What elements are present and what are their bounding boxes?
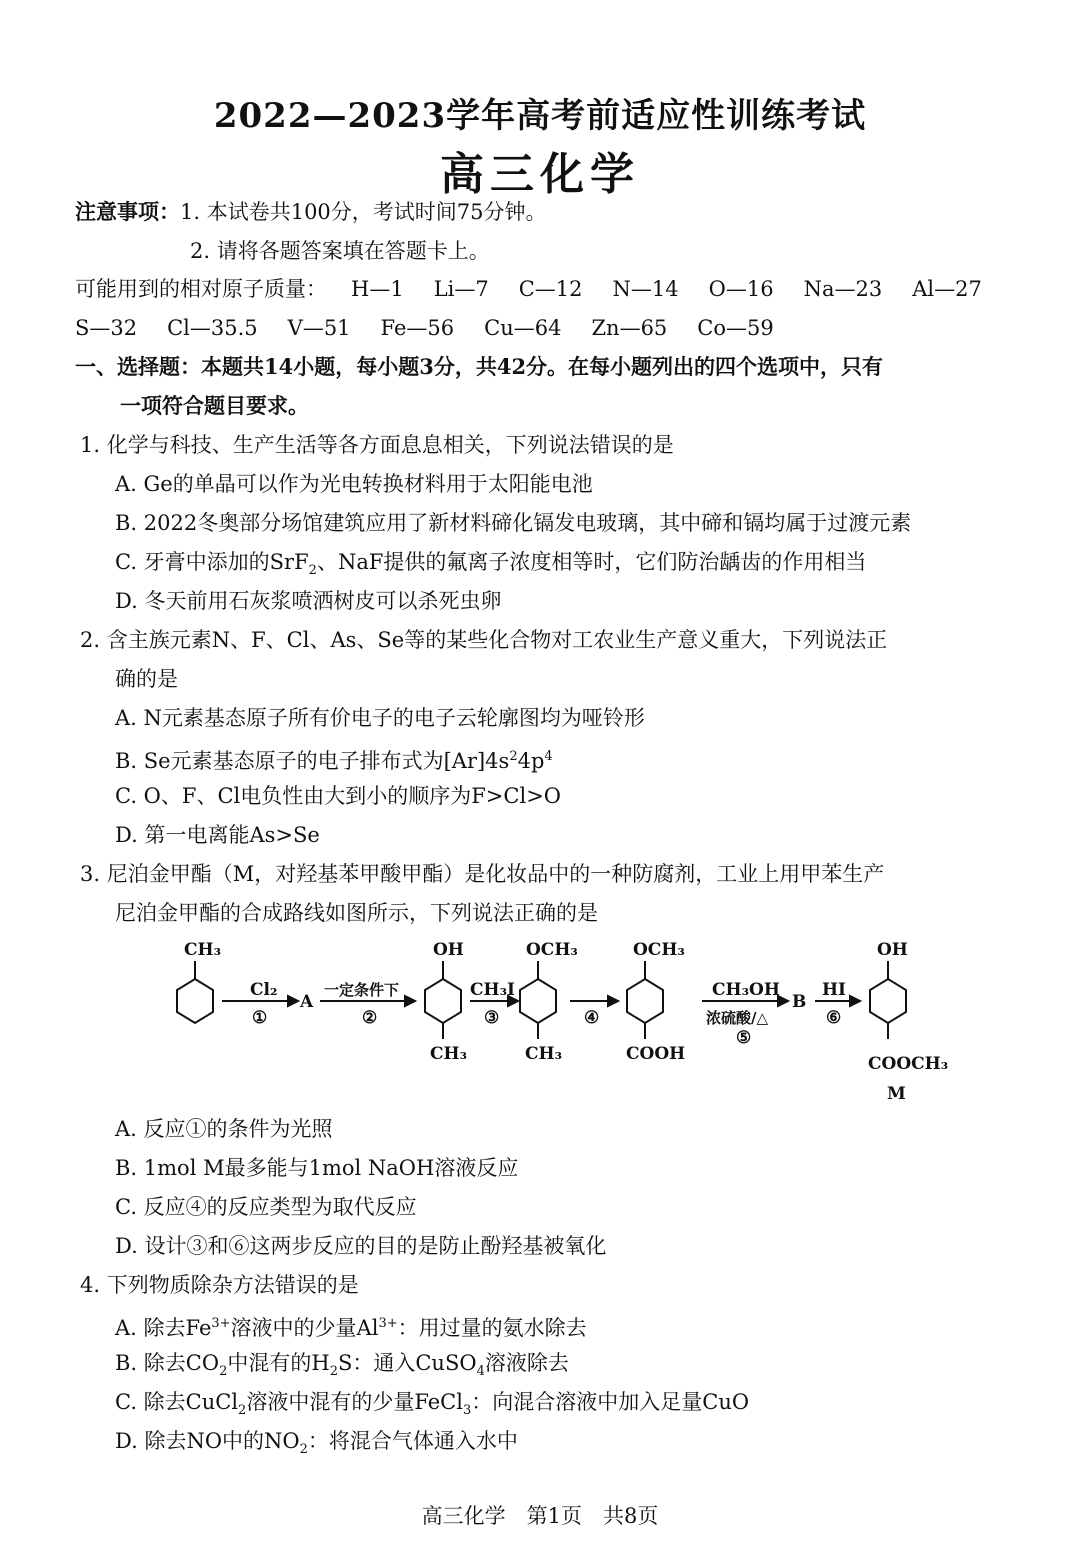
subject-title: 高三化学 (440, 149, 640, 200)
exam-title: 2022—2023学年高考前适应性训练考试 (213, 96, 867, 136)
step-4-label: ④ (584, 1008, 600, 1028)
mass-item: Li—7 (433, 277, 489, 301)
q1-option-c: C. 牙膏中添加的SrF$_2$、NaF提供的氟离子浓度相等时，它们防治龋齿的作用相当 (115, 550, 867, 579)
och3-label: OCH₃ (526, 940, 578, 960)
ch3-label: CH₃ (525, 1044, 563, 1064)
benzene-ring (177, 979, 213, 1023)
ch3-label: CH₃ (430, 1044, 468, 1064)
q4-option-b: B. 除去$CO_2$中混有的$H_2S$：通入CuSO$_4$溶液除去 (115, 1351, 569, 1380)
notes-item-2: 2. 请将各题答案填在答题卡上。 (190, 239, 490, 263)
q2-option-c: C. O、F、Cl电负性由大到小的顺序为F>Cl>O (115, 784, 562, 808)
mass-item: C—12 (518, 277, 583, 301)
benzene-ring (870, 979, 906, 1023)
q3-option-d: D. 设计③和⑥这两步反应的目的是防止酚羟基被氧化 (115, 1234, 607, 1258)
q1-option-a: A. Ge的单晶可以作为光电转换材料用于太阳能电池 (115, 472, 593, 496)
mass-item: Zn—65 (591, 316, 668, 340)
q1-option-d: D. 冬天前用石灰浆喷洒树皮可以杀死虫卵 (115, 589, 502, 613)
notes-label: 注意事项： (75, 199, 180, 224)
benzene-ring (520, 979, 556, 1023)
intermediate-b-label: B (792, 992, 807, 1012)
synthesis-route-scheme (150, 935, 970, 1105)
mass-item: Co—59 (697, 316, 774, 340)
mass-item: N—14 (612, 277, 679, 301)
step-5-label: ⑤ (736, 1028, 752, 1048)
q4-option-d: D. 除去NO中的$NO_2$：将混合气体通入水中 (115, 1429, 518, 1458)
q3-option-c: C. 反应④的反应类型为取代反应 (115, 1195, 417, 1219)
ch3i-label: CH₃I (470, 980, 515, 1000)
page-footer: 高三化学 第1页 共8页 (421, 1504, 659, 1528)
mass-item: Cl—35.5 (167, 316, 258, 340)
mass-item: Al—27 (912, 277, 982, 301)
oh-label: OH (877, 940, 908, 960)
hi-label: HI (822, 980, 847, 1000)
section-heading-2: 一项符合题目要求。 (120, 393, 309, 418)
atomic-mass-row-1 (75, 274, 982, 304)
mass-item: O—16 (708, 277, 774, 301)
mass-item: Cu—64 (484, 316, 562, 340)
q3-stem-1: 3. 尼泊金甲酯（M，对羟基苯甲酸甲酯）是化妆品中的一种防腐剂，工业上用甲苯生产 (80, 862, 885, 886)
q1-option-b: B. 2022冬奥部分场馆建筑应用了新材料碲化镉发电玻璃，其中碲和镉均属于过渡元素 (115, 511, 912, 535)
step-2-label: ② (362, 1008, 378, 1028)
section-heading-1: 一、选择题：本题共14小题，每小题3分，共42分。在每小题列出的四个选项中，只有 (75, 354, 884, 379)
q2-stem-1: 2. 含主族元素N、F、Cl、As、Se等的某些化合物对工农业生产意义重大，下列说法正 (80, 628, 888, 652)
notes-item-1: 1. 本试卷共100分，考试时间75分钟。 (180, 200, 547, 224)
ch3oh-label: CH₃OH (712, 980, 780, 1000)
mass-item: V—51 (287, 316, 351, 340)
condition-2-label: 一定条件下 (324, 981, 400, 999)
q4-stem: 4. 下列物质除杂方法错误的是 (80, 1273, 359, 1297)
cooch3-label: COOCH₃ (868, 1054, 949, 1074)
mass-item: Na—23 (803, 277, 883, 301)
mass-item: S—32 (75, 316, 138, 340)
q2-option-b: B. Se元素基态原子的电子排布式为$[Ar]4s^24p^4$ (115, 749, 553, 773)
step-3-label: ③ (484, 1008, 500, 1028)
atomic-mass-row-2 (75, 313, 774, 343)
q3-stem-2: 尼泊金甲酯的合成路线如图所示，下列说法正确的是 (115, 901, 598, 925)
cooh-label: COOH (626, 1044, 686, 1064)
benzene-ring (627, 979, 663, 1023)
q2-option-a: A. N元素基态原子所有价电子的电子云轮廓图均为哑铃形 (115, 706, 645, 730)
product-m-label: M (887, 1084, 906, 1104)
cl2-label: Cl₂ (250, 980, 278, 1000)
step-6-label: ⑥ (826, 1008, 842, 1028)
intermediate-a-label: A (300, 992, 314, 1012)
benzene-ring (425, 979, 461, 1023)
q3-option-b: B. 1mol M最多能与1mol NaOH溶液反应 (115, 1156, 519, 1180)
notes-line-1 (75, 197, 547, 227)
q4-option-c: C. 除去CuCl$_2$溶液中混有的少量FeCl$_3$：向混合溶液中加入足量CuO (115, 1390, 750, 1419)
atomic-mass-label: 可能用到的相对原子质量： (75, 277, 327, 301)
q1-stem: 1. 化学与科技、生产生活等各方面息息相关，下列说法错误的是 (80, 433, 674, 457)
ch3-label: CH₃ (184, 940, 222, 960)
step-1-label: ① (252, 1008, 268, 1028)
mass-item: Fe—56 (380, 316, 455, 340)
condition-5-label: 浓硫酸/△ (706, 1009, 769, 1027)
q2-option-d: D. 第一电离能As>Se (115, 823, 320, 847)
q4-option-a: A. 除去$Fe^{3+}$溶液中的少量$Al^{3+}$：用过量的氨水除去 (115, 1316, 587, 1340)
och3-label: OCH₃ (633, 940, 685, 960)
q3-option-a: A. 反应①的条件为光照 (115, 1117, 333, 1141)
q2-stem-2: 确的是 (115, 667, 178, 691)
oh-label: OH (433, 940, 464, 960)
mass-item: H—1 (351, 277, 404, 301)
